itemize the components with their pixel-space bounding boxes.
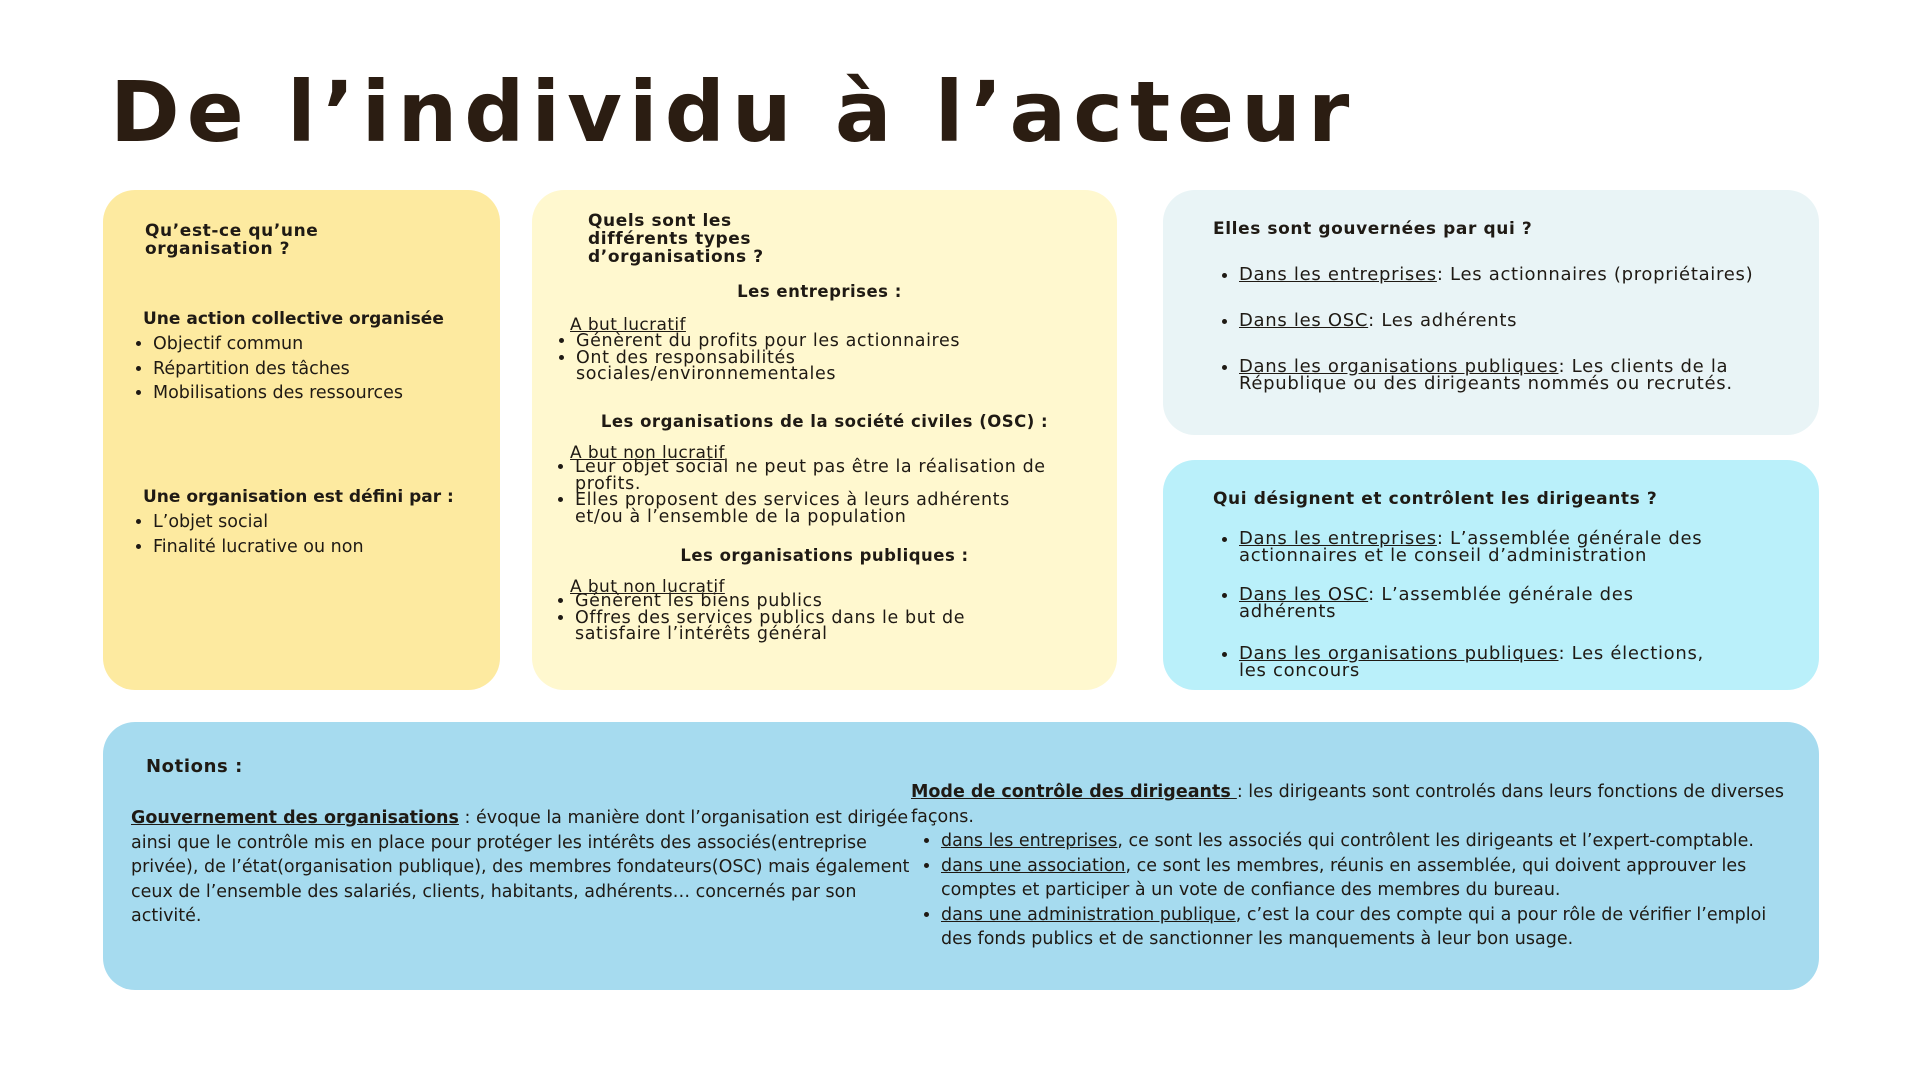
list-item — [1239, 530, 1719, 564]
group-heading: Les entreprises : — [737, 282, 902, 301]
card-notions — [103, 722, 1819, 990]
card-controls-leaders — [1163, 460, 1819, 690]
list-item: • L’objet social — [153, 510, 364, 535]
section-heading: Une organisation est défini par : — [143, 487, 454, 507]
item-label: dans une administration publique — [941, 904, 1236, 925]
item-text: : Les actionnaires (propriétaires) — [1436, 264, 1754, 285]
item-label: Dans les entreprises — [1239, 528, 1437, 549]
item-text: : Les adhérents — [1368, 310, 1518, 331]
card-question: Quels sont les différents types d’organisations ? — [588, 211, 764, 267]
list-item: • Génèrent les biens publics — [575, 593, 1055, 610]
notions-title: Notions : — [146, 756, 243, 777]
item-text: : L’assemblée générale des adhérents — [1239, 584, 1634, 622]
page-title: De l’individu à l’acteur — [110, 63, 1357, 161]
list-item — [1239, 358, 1759, 392]
notion-control-intro — [911, 780, 1791, 829]
bullet-list — [548, 333, 1016, 383]
list-item — [1239, 266, 1759, 283]
list-item — [941, 903, 1791, 952]
item-label: dans les entreprises — [941, 831, 1118, 851]
list-item — [941, 854, 1791, 903]
list-item — [941, 829, 1791, 854]
list-item — [1239, 586, 1719, 620]
item-text: , ce sont les membres, réunis en assemblée, qui doivent approuver les comptes et participer à un vote de confiance des membres du bureau. — [941, 855, 1747, 900]
list-item: • Elles proposent des services à leurs adhérents et/ou à l’ensemble de la population — [575, 492, 1055, 525]
notion-control — [911, 780, 1791, 952]
list-item: • Mobilisations des ressources — [153, 381, 403, 406]
group-heading: Les organisations publiques : — [680, 546, 969, 565]
card-organisation-definition — [103, 190, 500, 690]
list-item: • Répartition des tâches — [153, 357, 403, 382]
notion-text: : évoque la manière dont l’organisation est dirigée ainsi que le contrôle mis en place pour protéger les intérêts des associés(entreprise privée), de l’état(organisation publique), des membres fondateurs(OSC) mais également ceux de l’ensemble des salariés, clients, habitants, adhérents… concernés par son activité. — [131, 808, 910, 926]
notion-governance — [131, 806, 921, 929]
list-item: • Offres des services publics dans le but de satisfaire l’intérêts général — [575, 610, 1055, 643]
section-heading: Une action collective organisée — [143, 309, 444, 329]
item-text: : L’assemblée générale des actionnaires et le conseil d’administration — [1239, 528, 1703, 566]
bullet-list — [123, 510, 364, 559]
group-subheading: A but non lucratif — [570, 443, 725, 463]
item-text: , ce sont les associés qui contrôlent les dirigeants et l’expert-comptable. — [1117, 831, 1754, 851]
group-subheading: A but lucratif — [570, 315, 686, 335]
item-label: Dans les OSC — [1239, 310, 1369, 331]
bullet-list — [547, 459, 1055, 525]
card-governed-by — [1163, 190, 1819, 435]
bullet-list — [911, 829, 1791, 952]
list-item: • Objectif commun — [153, 332, 403, 357]
bullet-list — [123, 332, 403, 406]
list-item: • Leur objet social ne peut pas être la réalisation de profits. — [575, 459, 1055, 492]
bullet-list — [547, 593, 1055, 643]
card-question: Qui désignent et contrôlent les dirigeants ? — [1213, 489, 1658, 509]
item-label: Dans les organisations publiques — [1239, 356, 1559, 377]
list-item — [1239, 645, 1719, 679]
notion-term: Gouvernement des organisations — [131, 808, 459, 828]
list-item — [1239, 312, 1759, 329]
card-question: Qu’est-ce qu’une organisation ? — [145, 221, 319, 259]
card-question: Elles sont gouvernées par qui ? — [1213, 219, 1533, 239]
notion-text: : les dirigeants sont controlés dans leurs fonctions de diverses façons. — [911, 782, 1785, 827]
notion-term: Mode de contrôle des dirigeants — [911, 782, 1237, 802]
list-item: • Finalité lucrative ou non — [153, 535, 364, 560]
item-label: Dans les OSC — [1239, 584, 1369, 605]
bullet-list — [1213, 266, 1759, 392]
list-item: • Génèrent du profits pour les actionnaires — [576, 333, 1016, 350]
bullet-list — [1213, 530, 1719, 679]
group-heading: Les organisations de la société civiles (OSC) : — [600, 412, 1049, 431]
item-label: dans une association — [941, 855, 1126, 876]
card-organisation-types — [532, 190, 1117, 690]
item-text: , c’est la cour des compte qui a pour rôle de vérifier l’emploi des fonds publics et de sanctionner les manquements à leur bon usage. — [941, 904, 1767, 949]
list-item: • Ont des responsabilités sociales/environnementales — [576, 350, 1016, 383]
item-label: Dans les entreprises — [1239, 264, 1437, 285]
item-text: : Les clients de la République ou des dirigeants nommés ou recrutés. — [1239, 356, 1733, 394]
item-text: : Les élections, les concours — [1239, 643, 1704, 681]
group-subheading: A but non lucratif — [570, 577, 725, 597]
item-label: Dans les organisations publiques — [1239, 643, 1559, 664]
